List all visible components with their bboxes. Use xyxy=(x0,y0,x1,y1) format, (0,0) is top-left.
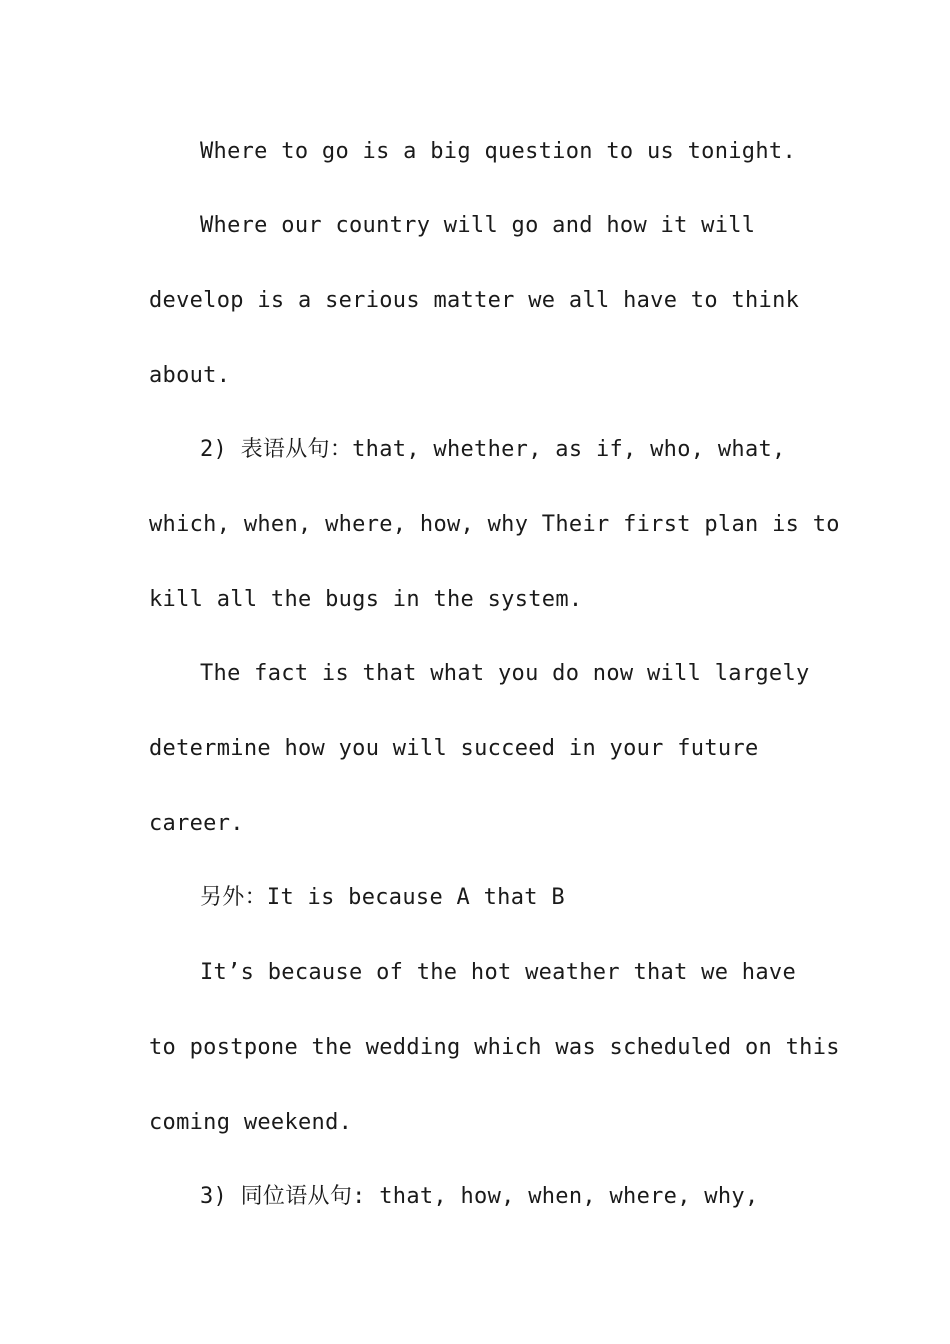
text-line: career. xyxy=(149,811,244,836)
text-line: to postpone the wedding which was scheduled on this xyxy=(149,1035,840,1060)
text-line: determine how you will succeed in your future xyxy=(149,736,759,761)
text-line: Where our country will go and how it will xyxy=(200,213,756,238)
text-line: The fact is that what you do now will largely xyxy=(200,661,810,686)
section-heading-predicative-clause: 2) 表语从句：that, whether, as if, who, what, xyxy=(200,437,786,462)
text-line: develop is a serious matter we all have to think xyxy=(149,288,800,313)
text-line: It’s because of the hot weather that we have xyxy=(200,960,796,985)
section-heading-appositive-clause: 3) 同位语从句: that, how, when, where, why, xyxy=(200,1184,759,1209)
text-line: which, when, where, how, why Their first plan is to xyxy=(149,512,840,537)
text-line: kill all the bugs in the system. xyxy=(149,587,583,612)
text-line: Where to go is a big question to us tonight. xyxy=(200,139,796,164)
text-line: about. xyxy=(149,363,231,388)
text-line: coming weekend. xyxy=(149,1110,353,1135)
text-line-note: 另外：It is because A that B xyxy=(200,885,565,910)
